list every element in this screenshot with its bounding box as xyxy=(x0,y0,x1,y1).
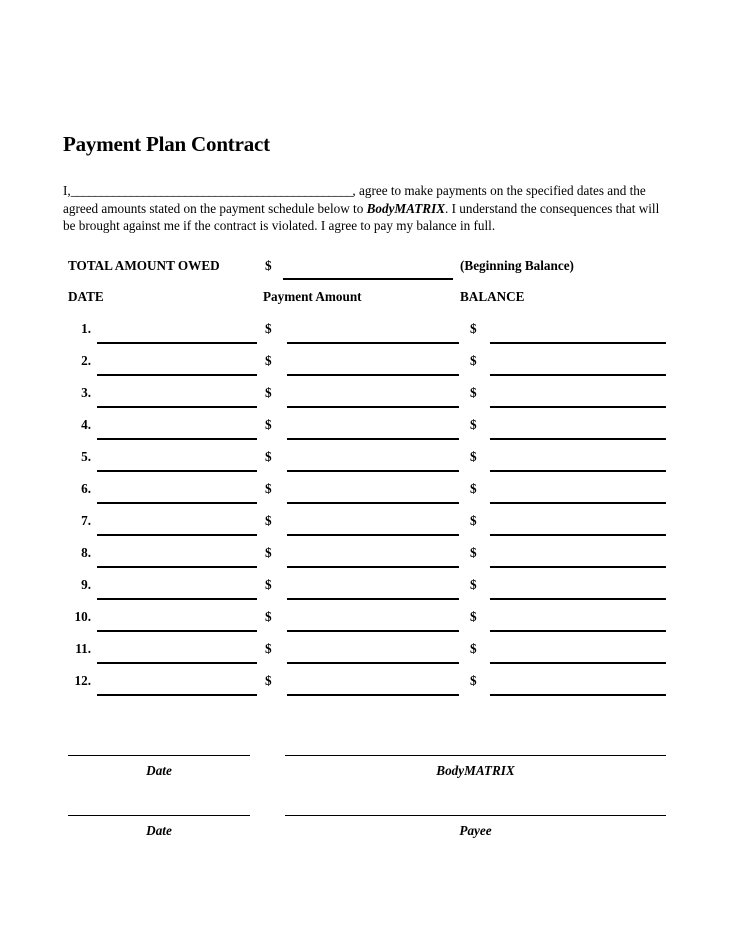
balance-currency-symbol: $ xyxy=(470,416,477,432)
balance-currency-symbol: $ xyxy=(470,640,477,656)
date-input-line[interactable] xyxy=(97,374,257,376)
signature-block xyxy=(63,747,673,807)
payment-amount-input-line[interactable] xyxy=(287,566,459,568)
balance-currency-symbol: $ xyxy=(470,576,477,592)
total-amount-owed-label: TOTAL AMOUNT OWED xyxy=(68,257,220,273)
balance-currency-symbol: $ xyxy=(470,672,477,688)
table-row xyxy=(63,575,673,607)
balance-input-line[interactable] xyxy=(490,662,666,664)
balance-input-line[interactable] xyxy=(490,470,666,472)
signature-block xyxy=(63,807,673,867)
column-header-date: DATE xyxy=(68,288,104,304)
schedule-rows xyxy=(63,319,673,703)
date-input-line[interactable] xyxy=(97,342,257,344)
payment-amount-input-line[interactable] xyxy=(287,502,459,504)
balance-input-line[interactable] xyxy=(490,630,666,632)
intro-after-blank: , agree to make payments on the specified dates and the agreed amounts stated on the payment schedule below to xyxy=(63,183,646,216)
party-signature-caption: Payee xyxy=(459,822,492,838)
balance-currency-symbol: $ xyxy=(470,512,477,528)
payment-amount-input-line[interactable] xyxy=(287,630,459,632)
intro-lead: I, xyxy=(63,183,71,199)
intro-paragraph xyxy=(63,182,673,235)
row-number: 7. xyxy=(81,512,91,528)
payment-currency-symbol: $ xyxy=(265,576,272,592)
table-row xyxy=(63,319,673,351)
payment-currency-symbol: $ xyxy=(265,544,272,560)
total-amount-owed-input-line[interactable] xyxy=(283,278,453,280)
column-header-balance: BALANCE xyxy=(460,288,525,304)
table-header-row xyxy=(63,288,673,319)
payment-currency-symbol: $ xyxy=(265,640,272,656)
balance-currency-symbol: $ xyxy=(470,448,477,464)
row-number: 9. xyxy=(81,576,91,592)
date-input-line[interactable] xyxy=(97,598,257,600)
name-blank-field[interactable]: _______________________________________________ xyxy=(70,183,353,199)
payment-currency-symbol: $ xyxy=(265,480,272,496)
row-number: 4. xyxy=(81,416,91,432)
table-row xyxy=(63,639,673,671)
row-number: 2. xyxy=(81,352,91,368)
intro-tail: . I understand the consequences that will be brought against me if the contract is violated. I agree to pay my balance in full. xyxy=(63,200,660,234)
row-number: 11. xyxy=(75,640,91,656)
row-number: 10. xyxy=(74,608,91,624)
date-input-line[interactable] xyxy=(97,534,257,536)
date-signature-caption: Date xyxy=(146,762,172,778)
payment-currency-symbol: $ xyxy=(265,512,272,528)
date-input-line[interactable] xyxy=(97,406,257,408)
date-signature-line[interactable] xyxy=(68,815,250,816)
balance-input-line[interactable] xyxy=(490,438,666,440)
balance-input-line[interactable] xyxy=(490,342,666,344)
balance-currency-symbol: $ xyxy=(470,544,477,560)
row-number: 6. xyxy=(81,480,91,496)
balance-input-line[interactable] xyxy=(490,694,666,696)
table-row xyxy=(63,415,673,447)
table-row xyxy=(63,351,673,383)
payment-amount-input-line[interactable] xyxy=(287,342,459,344)
row-number: 12. xyxy=(74,672,91,688)
payment-amount-input-line[interactable] xyxy=(287,662,459,664)
balance-input-line[interactable] xyxy=(490,406,666,408)
payment-currency-symbol: $ xyxy=(265,384,272,400)
payment-amount-input-line[interactable] xyxy=(287,534,459,536)
balance-currency-symbol: $ xyxy=(470,384,477,400)
payment-amount-input-line[interactable] xyxy=(287,374,459,376)
row-number: 3. xyxy=(81,384,91,400)
column-header-payment-amount: Payment Amount xyxy=(263,288,362,304)
payment-currency-symbol: $ xyxy=(265,672,272,688)
party-signature-line[interactable] xyxy=(285,815,666,816)
balance-currency-symbol: $ xyxy=(470,352,477,368)
payment-currency-symbol: $ xyxy=(265,608,272,624)
table-row xyxy=(63,543,673,575)
date-input-line[interactable] xyxy=(97,470,257,472)
party-signature-line[interactable] xyxy=(285,755,666,756)
page-title: Payment Plan Contract xyxy=(63,132,270,156)
payment-currency-symbol: $ xyxy=(265,352,272,368)
balance-currency-symbol: $ xyxy=(470,480,477,496)
date-input-line[interactable] xyxy=(97,630,257,632)
date-signature-caption: Date xyxy=(146,822,172,838)
beginning-balance-note: (Beginning Balance) xyxy=(460,257,574,273)
table-row xyxy=(63,447,673,479)
payment-currency-symbol: $ xyxy=(265,320,272,336)
brand-name: BodyMATRIX xyxy=(366,200,446,216)
balance-input-line[interactable] xyxy=(490,566,666,568)
balance-input-line[interactable] xyxy=(490,598,666,600)
signature-section xyxy=(63,747,673,867)
date-input-line[interactable] xyxy=(97,694,257,696)
table-row xyxy=(63,671,673,703)
payment-amount-input-line[interactable] xyxy=(287,598,459,600)
party-signature-caption: BodyMATRIX xyxy=(436,762,515,778)
table-row xyxy=(63,511,673,543)
row-number: 1. xyxy=(81,320,91,336)
payment-schedule xyxy=(63,257,673,703)
table-row xyxy=(63,479,673,511)
date-input-line[interactable] xyxy=(97,662,257,664)
balance-currency-symbol: $ xyxy=(470,320,477,336)
date-input-line[interactable] xyxy=(97,502,257,504)
table-row xyxy=(63,383,673,415)
payment-amount-input-line[interactable] xyxy=(287,438,459,440)
payment-amount-input-line[interactable] xyxy=(287,406,459,408)
row-number: 8. xyxy=(81,544,91,560)
date-input-line[interactable] xyxy=(97,566,257,568)
payment-amount-input-line[interactable] xyxy=(287,694,459,696)
balance-input-line[interactable] xyxy=(490,534,666,536)
table-row xyxy=(63,607,673,639)
balance-input-line[interactable] xyxy=(490,502,666,504)
document-body xyxy=(63,133,673,867)
total-amount-owed-row xyxy=(63,257,673,288)
balance-currency-symbol: $ xyxy=(470,608,477,624)
payment-amount-input-line[interactable] xyxy=(287,470,459,472)
total-currency-symbol: $ xyxy=(265,257,272,273)
date-input-line[interactable] xyxy=(97,438,257,440)
row-number: 5. xyxy=(81,448,91,464)
payment-currency-symbol: $ xyxy=(265,416,272,432)
balance-input-line[interactable] xyxy=(490,374,666,376)
payment-currency-symbol: $ xyxy=(265,448,272,464)
date-signature-line[interactable] xyxy=(68,755,250,756)
